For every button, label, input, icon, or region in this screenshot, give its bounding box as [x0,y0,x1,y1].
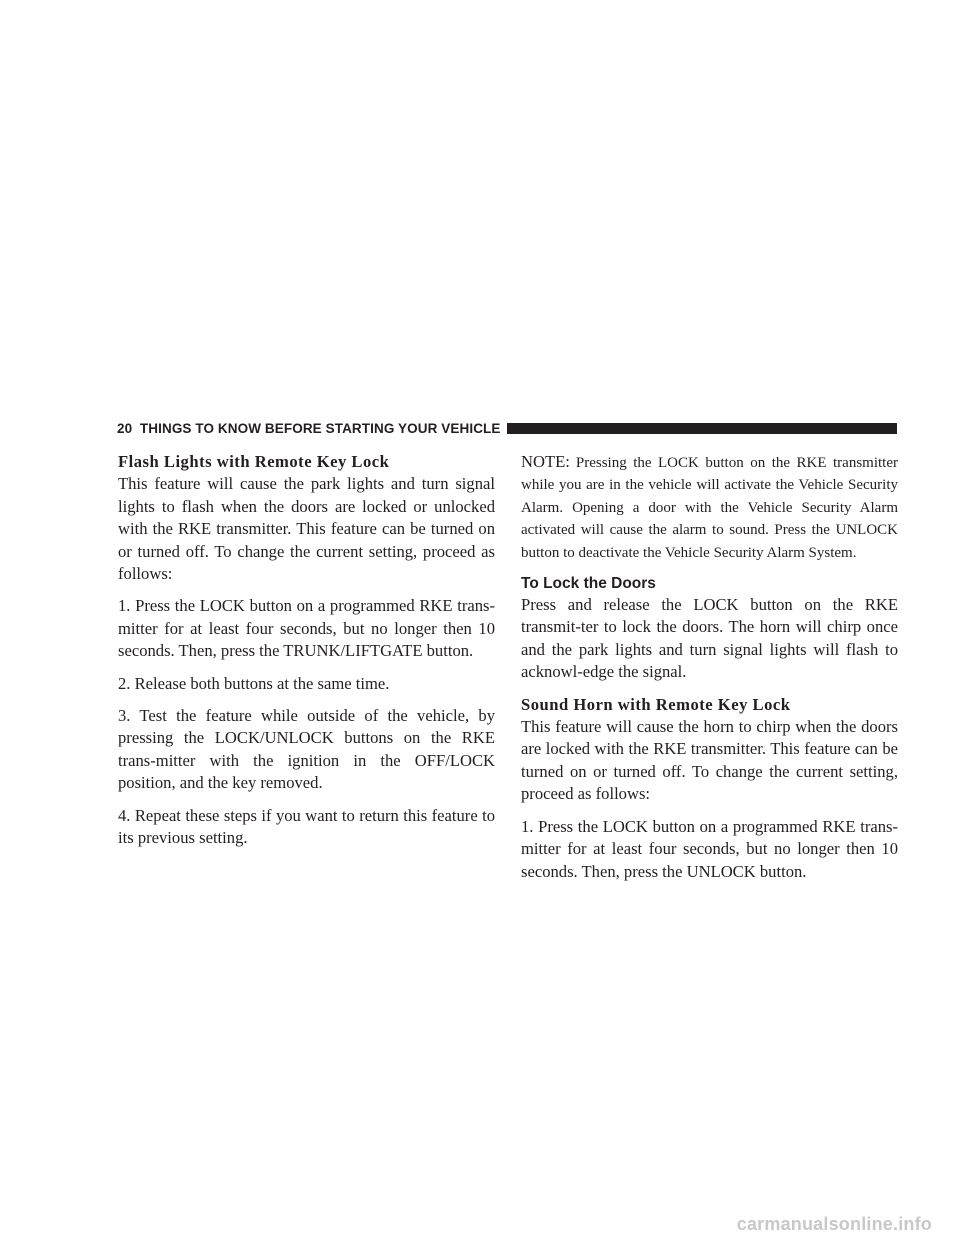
watermark: carmanualsonline.info [736,1214,932,1234]
sound-horn-intro: This feature will cause the horn to chirp when the doors are locked with the RKE transmitter. This feature can be turned on or turned off. To change the current setting, proceed as follows: [521,717,898,804]
running-head [117,420,507,438]
left-column [118,451,495,860]
sound-horn-heading: Sound Horn with Remote Key Lock [521,694,791,714]
lock-doors-text: Press and release the LOCK button on the RKE transmit-ter to lock the doors. The horn will chirp once and the park lights and turn signal lights will flash to acknowl-edge the signal. [521,595,898,682]
flash-lights-step-2: 2. Release both buttons at the same time. [118,673,390,693]
header-rule [477,423,897,434]
page-header [117,420,897,438]
section-title: THINGS TO KNOW BEFORE STARTING YOUR VEHICLE [139,421,501,436]
flash-lights-heading: Flash Lights with Remote Key Lock [118,452,390,471]
note-label: NOTE: [521,452,570,471]
flash-lights-step-3: 3. Test the feature while outside of the vehicle, by pressing the LOCK/UNLOCK buttons on the RKE trans-mitter with the ignition in the OFF/LOCK position, and the key removed. [118,706,495,793]
note-text: Pressing the LOCK button on the RKE transmitter while you are in the vehicle will activate the Vehicle Security Alarm. Opening a door with the Vehicle Security Alarm activated will cause the alarm to sound. Press the UNLOCK button to deactivate the Vehicle Security Alarm System. [521,455,898,561]
page-number: 20 [117,421,133,436]
flash-lights-step-1: 1. Press the LOCK button on a programmed RKE trans-mitter for at least four seconds, but no longer then 10 seconds. Then, press the TRUNK/LIFTGATE button. [118,596,495,661]
right-column [521,451,898,893]
flash-lights-intro: This feature will cause the park lights and turn signal lights to flash when the doors are locked or unlocked with the RKE transmitter. This feature can be turned on or turned off. To change the current setting, proceed as follows: [118,474,495,584]
flash-lights-step-4: 4. Repeat these steps if you want to return this feature to its previous setting. [118,805,495,848]
security-note [521,451,898,564]
sound-horn-step-1: 1. Press the LOCK button on a programmed RKE trans-mitter for at least four seconds, but no longer then 10 seconds. Then, press the UNLOCK button. [521,816,898,881]
lock-doors-heading: To Lock the Doors [521,575,656,593]
